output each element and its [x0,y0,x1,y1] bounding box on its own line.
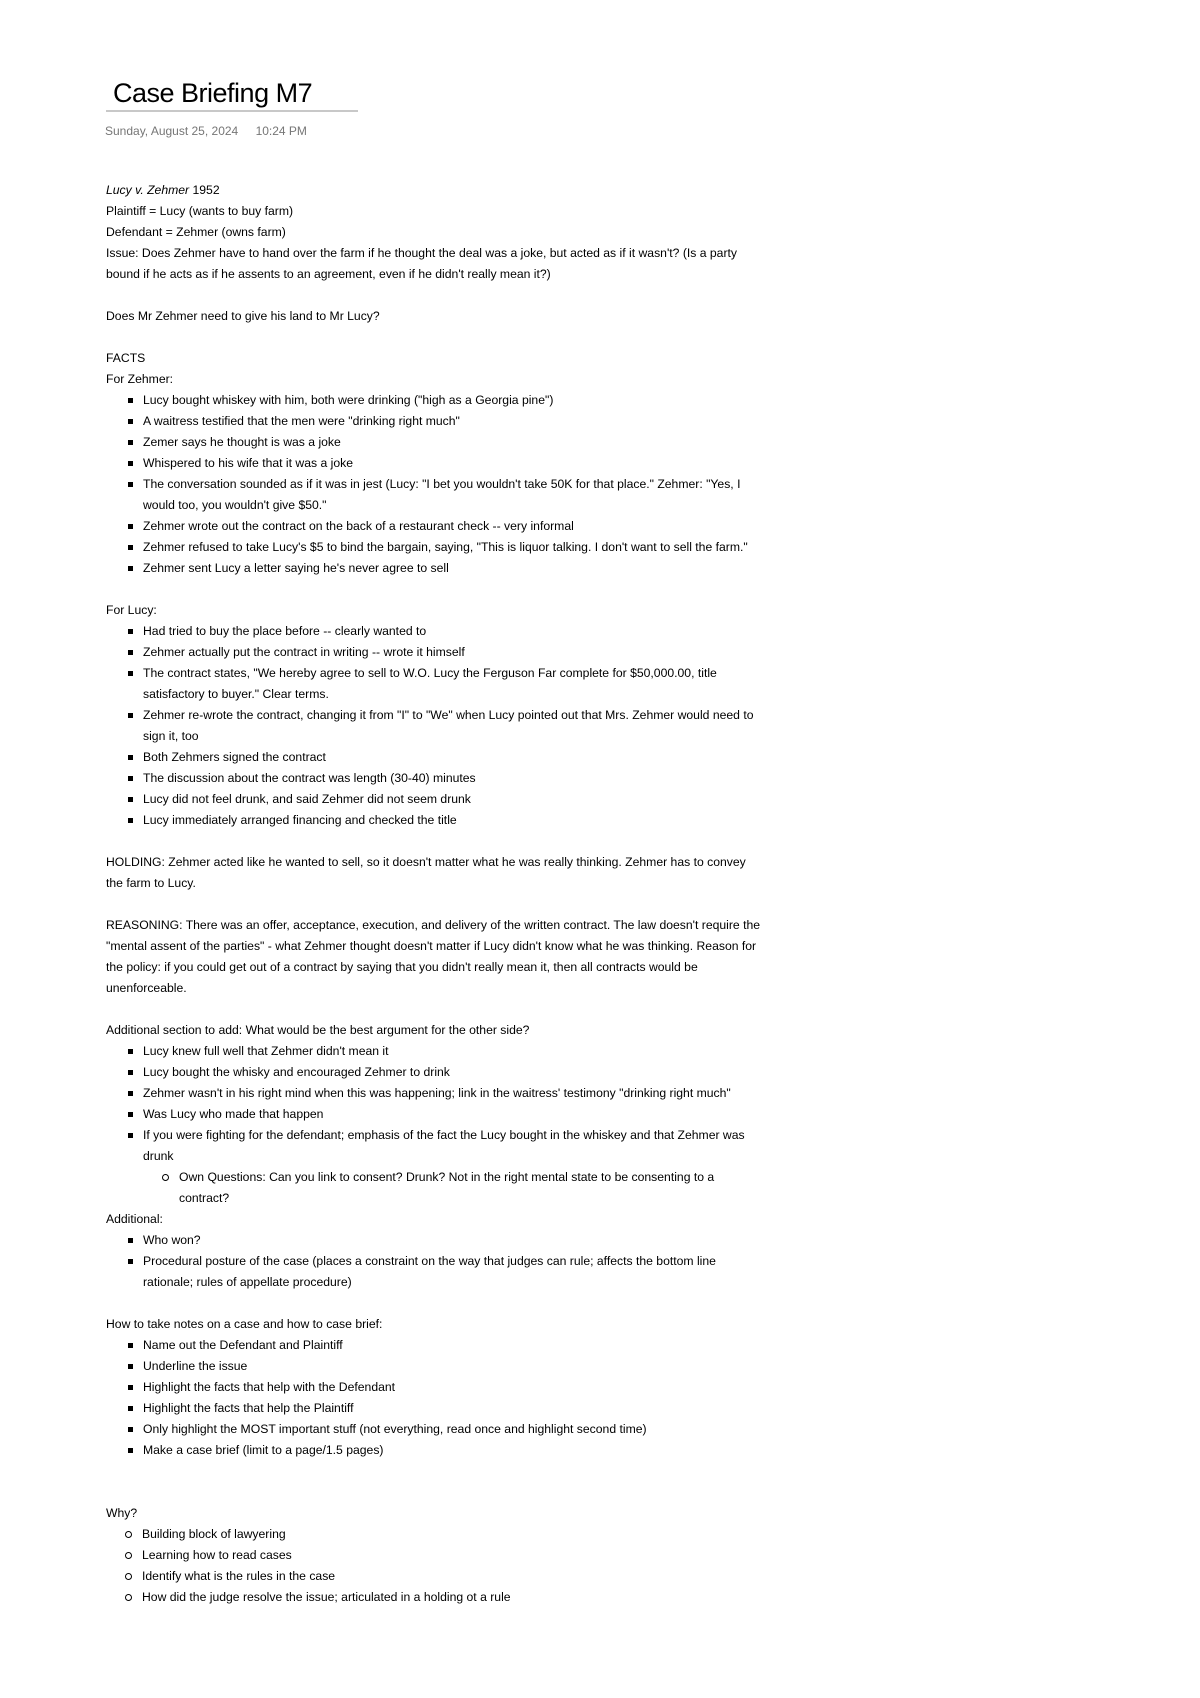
list-item: Zehmer sent Lucy a letter saying he's never agree to sell [143,558,766,579]
why-heading: Why? [106,1506,138,1520]
defendant-line: Defendant = Zehmer (owns farm) [106,225,286,239]
sub-list-item: Own Questions: Can you link to consent? Drunk? Not in the right mental state to be consenting to a contract? [179,1167,766,1209]
plaintiff-line: Plaintiff = Lucy (wants to buy farm) [106,204,294,218]
list-item: Zehmer wrote out the contract on the back of a restaurant check -- very informal [143,516,766,537]
list-item: Name out the Defendant and Plaintiff [143,1335,766,1356]
list-item: Lucy bought the whisky and encouraged Zehmer to drink [143,1062,766,1083]
how-to-list [106,1335,766,1461]
holding-paragraph: HOLDING: Zehmer acted like he wanted to sell, so it doesn't matter what he was really thinking. Zehmer has to convey the farm to Lucy. [106,855,746,890]
page-title: Case Briefing M7 [113,78,313,108]
list-item: Both Zehmers signed the contract [143,747,766,768]
list-item: Had tried to buy the place before -- clearly wanted to [143,621,766,642]
issue-paragraph: Issue: Does Zehmer have to hand over the farm if he thought the deal was a joke, but acted as if it wasn't? (Is a party bound if he acts as if he assents to an agreement, even if he didn't really mean it?) [106,246,738,281]
why-list [106,1524,766,1608]
title-underline [106,110,358,112]
for-lucy-heading: For Lucy: [106,603,157,617]
list-item: Zemer says he thought is was a joke [143,432,766,453]
list-item: Building block of lawyering [142,1524,766,1545]
list-item [143,1125,766,1209]
list-item: Lucy did not feel drunk, and said Zehmer did not seem drunk [143,789,766,810]
page-timestamp [105,124,307,138]
list-item: Zehmer wasn't in his right mind when this was happening; link in the waitress' testimony "drinking right much" [143,1083,766,1104]
list-item: Zehmer actually put the contract in writing -- wrote it himself [143,642,766,663]
list-item: Lucy bought whiskey with him, both were drinking ("high as a Georgia pine") [143,390,766,411]
additional-section-heading: Additional section to add: What would be the best argument for the other side? [106,1023,530,1037]
list-item: Zehmer re-wrote the contract, changing it from "I" to "We" when Lucy pointed out that Mrs. Zehmer would need to sign it, too [143,705,766,747]
for-zehmer-heading: For Zehmer: [106,372,174,386]
list-item: Whispered to his wife that it was a joke [143,453,766,474]
list-item: A waitress testified that the men were "drinking right much" [143,411,766,432]
case-citation [106,180,766,201]
for-zehmer-list [106,390,766,579]
list-item: Learning how to read cases [142,1545,766,1566]
list-item: The contract states, "We hereby agree to sell to W.O. Lucy the Ferguson Far complete for $50,000.00, title satisfactory to buyer." Clear terms. [143,663,766,705]
additional-heading: Additional: [106,1212,163,1226]
page-time: 10:24 PM [255,124,307,138]
list-item: Identify what is the rules in the case [142,1566,766,1587]
case-question: Does Mr Zehmer need to give his land to Mr Lucy? [106,309,380,323]
note-body [106,180,766,1608]
list-item: How did the judge resolve the issue; articulated in a holding ot a rule [142,1587,766,1608]
how-to-heading: How to take notes on a case and how to case brief: [106,1317,383,1331]
page-date: Sunday, August 25, 2024 [105,124,239,138]
list-item-text: If you were fighting for the defendant; emphasis of the fact the Lucy bought in the whiskey and that Zehmer was drunk [143,1128,745,1163]
additional-list [106,1230,766,1293]
list-item: Zehmer refused to take Lucy's $5 to bind the bargain, saying, "This is liquor talking. I don't want to sell the farm." [143,537,766,558]
for-lucy-list [106,621,766,831]
sub-list [143,1167,766,1209]
list-item: Who won? [143,1230,766,1251]
list-item: Underline the issue [143,1356,766,1377]
list-item: Highlight the facts that help with the Defendant [143,1377,766,1398]
facts-heading: FACTS [106,351,146,365]
other-side-list [106,1041,766,1209]
list-item: Highlight the facts that help the Plaintiff [143,1398,766,1419]
case-year: 1952 [192,183,220,197]
list-item: Was Lucy who made that happen [143,1104,766,1125]
case-name: Lucy v. Zehmer [106,183,190,197]
list-item: The discussion about the contract was length (30-40) minutes [143,768,766,789]
list-item: Make a case brief (limit to a page/1.5 pages) [143,1440,766,1461]
list-item: Only highlight the MOST important stuff (not everything, read once and highlight second time) [143,1419,766,1440]
list-item: Lucy knew full well that Zehmer didn't mean it [143,1041,766,1062]
list-item: The conversation sounded as if it was in jest (Lucy: "I bet you wouldn't take 50K for that place." Zehmer: "Yes, I would too, you wouldn't give $50." [143,474,766,516]
reasoning-paragraph: REASONING: There was an offer, acceptance, execution, and delivery of the written contract. The law doesn't require the "mental assent of the parties" - what Zehmer thought doesn't matter if Lucy didn't know what he was thinking. Reason for the policy: if you could get out of a contract by saying that you didn't really mean it, then all contracts would be unenforceable. [106,918,761,995]
list-item: Lucy immediately arranged financing and checked the title [143,810,766,831]
list-item: Procedural posture of the case (places a constraint on the way that judges can rule; affects the bottom line rationale; rules of appellate procedure) [143,1251,766,1293]
